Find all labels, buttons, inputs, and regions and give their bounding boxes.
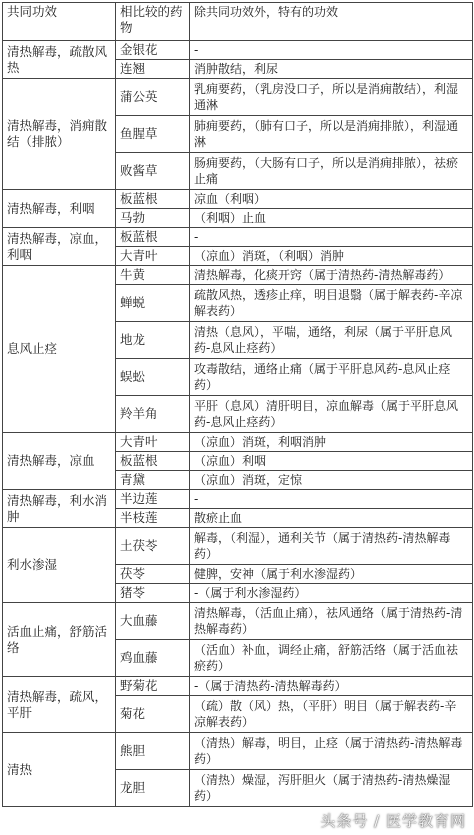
unique-effect-cell: 肠痈要药，（大肠有口子，所以是消痈排脓），祛瘀止痛 bbox=[190, 153, 473, 190]
herb-name-cell: 蜈蚣 bbox=[116, 359, 190, 396]
herb-name-cell: 马勃 bbox=[116, 209, 190, 228]
table-row bbox=[3, 733, 473, 770]
herb-name-cell: 败酱草 bbox=[116, 153, 190, 190]
common-effect-cell: 利水渗湿 bbox=[3, 528, 116, 603]
herb-name-cell: 半边莲 bbox=[116, 490, 190, 509]
table-row bbox=[3, 677, 473, 696]
unique-effect-cell: 凉血（利咽） bbox=[190, 190, 473, 209]
herb-name-cell: 大血藤 bbox=[116, 603, 190, 640]
unique-effect-cell: - bbox=[190, 41, 473, 60]
unique-effect-cell: （凉血）消斑，利咽消肿 bbox=[190, 433, 473, 452]
herb-comparison-table bbox=[2, 2, 473, 807]
common-effect-cell: 清热解毒，利水消肿 bbox=[3, 490, 116, 528]
herb-name-cell: 牛黄 bbox=[116, 266, 190, 285]
header-row bbox=[3, 3, 473, 41]
herb-name-cell: 土茯苓 bbox=[116, 528, 190, 565]
herb-name-cell: 猪苓 bbox=[116, 584, 190, 603]
unique-effect-cell: 清热解毒，化痰开窍（属于清热药-清热解毒药） bbox=[190, 266, 473, 285]
unique-effect-cell: 攻毒散结，通络止痛（属于平肝息风药-息风止痉药） bbox=[190, 359, 473, 396]
table-row bbox=[3, 79, 473, 116]
header-compared-herb: 相比较的药物 bbox=[116, 3, 190, 41]
unique-effect-cell: - bbox=[190, 490, 473, 509]
unique-effect-cell: （疏）散（风）热，（平肝）明目（属于解表药-辛凉解表药） bbox=[190, 696, 473, 733]
herb-name-cell: 半枝莲 bbox=[116, 509, 190, 528]
unique-effect-cell: （利咽）止血 bbox=[190, 209, 473, 228]
herb-name-cell: 大青叶 bbox=[116, 433, 190, 452]
unique-effect-cell: （凉血）消斑，（利咽）消肿 bbox=[190, 247, 473, 266]
herb-name-cell: 金银花 bbox=[116, 41, 190, 60]
table-row bbox=[3, 528, 473, 565]
herb-name-cell: 熊胆 bbox=[116, 733, 190, 770]
unique-effect-cell: （凉血）利咽 bbox=[190, 452, 473, 471]
herb-name-cell: 蝉蜕 bbox=[116, 285, 190, 322]
unique-effect-cell: 解毒，（利湿），通利关节（属于清热药-清热解毒药） bbox=[190, 528, 473, 565]
header-unique-effect: 除共同功效外，特有的功效 bbox=[190, 3, 473, 41]
common-effect-cell: 活血止痛，舒筋活络 bbox=[3, 603, 116, 677]
unique-effect-cell: - bbox=[190, 228, 473, 247]
unique-effect-cell: 清热（息风），平喘，通络，利尿（属于平肝息风药-息风止痉药） bbox=[190, 322, 473, 359]
table-row bbox=[3, 190, 473, 209]
common-effect-cell: 清热解毒，凉血，利咽 bbox=[3, 228, 116, 266]
table-row bbox=[3, 266, 473, 285]
common-effect-cell: 清热解毒，利咽 bbox=[3, 190, 116, 228]
unique-effect-cell: 健脾，安神（属于利水渗湿药） bbox=[190, 565, 473, 584]
unique-effect-cell: （清热）燥湿，泻肝胆火（属于清热药-清热燥湿药） bbox=[190, 770, 473, 807]
herb-name-cell: 板蓝根 bbox=[116, 452, 190, 471]
common-effect-cell: 息风止痉 bbox=[3, 266, 116, 433]
unique-effect-cell: 平肝（息风）清肝明目，凉血解毒（属于平肝息风药-息风止痉药） bbox=[190, 396, 473, 433]
unique-effect-cell: -（属于清热药-清热解毒药） bbox=[190, 677, 473, 696]
herb-name-cell: 青黛 bbox=[116, 471, 190, 490]
herb-name-cell: 地龙 bbox=[116, 322, 190, 359]
herb-name-cell: 板蓝根 bbox=[116, 190, 190, 209]
unique-effect-cell: （凉血）消斑，定惊 bbox=[190, 471, 473, 490]
header-common-effect: 共同功效 bbox=[3, 3, 116, 41]
common-effect-cell: 清热解毒，消痈散结（排脓） bbox=[3, 79, 116, 190]
unique-effect-cell: （活血）补血，调经止痛，舒筋活络（属于活血祛瘀药） bbox=[190, 640, 473, 677]
table-row bbox=[3, 228, 473, 247]
common-effect-cell: 清热 bbox=[3, 733, 116, 807]
table-row bbox=[3, 41, 473, 60]
herb-name-cell: 蒲公英 bbox=[116, 79, 190, 116]
herb-name-cell: 野菊花 bbox=[116, 677, 190, 696]
unique-effect-cell: 肺痈要药，（肺有口子，所以是消痈排脓），利湿通淋 bbox=[190, 116, 473, 153]
unique-effect-cell: -（属于利水渗湿药） bbox=[190, 584, 473, 603]
unique-effect-cell: （清热）解毒，明目，止痉（属于清热药-清热解毒药） bbox=[190, 733, 473, 770]
unique-effect-cell: 疏散风热，透疹止痒，明目退翳（属于解表药-辛凉解表药） bbox=[190, 285, 473, 322]
table-body bbox=[3, 3, 473, 807]
herb-name-cell: 板蓝根 bbox=[116, 228, 190, 247]
herb-name-cell: 鸡血藤 bbox=[116, 640, 190, 677]
table-row bbox=[3, 433, 473, 452]
unique-effect-cell: 散瘀止血 bbox=[190, 509, 473, 528]
herb-name-cell: 羚羊角 bbox=[116, 396, 190, 433]
herb-name-cell: 大青叶 bbox=[116, 247, 190, 266]
table-row bbox=[3, 603, 473, 640]
herb-name-cell: 连翘 bbox=[116, 60, 190, 79]
herb-name-cell: 龙胆 bbox=[116, 770, 190, 807]
common-effect-cell: 清热解毒，疏散风热 bbox=[3, 41, 116, 79]
common-effect-cell: 清热解毒，疏风，平肝 bbox=[3, 677, 116, 733]
herb-name-cell: 菊花 bbox=[116, 696, 190, 733]
herb-name-cell: 鱼腥草 bbox=[116, 116, 190, 153]
unique-effect-cell: 消肿散结，利尿 bbox=[190, 60, 473, 79]
common-effect-cell: 清热解毒，凉血 bbox=[3, 433, 116, 490]
table-row bbox=[3, 490, 473, 509]
watermark: 头条号 / 医学教育网 bbox=[320, 812, 466, 830]
unique-effect-cell: 乳痈要药，（乳房没口子，所以是消痈散结），利湿通淋 bbox=[190, 79, 473, 116]
herb-name-cell: 茯苓 bbox=[116, 565, 190, 584]
unique-effect-cell: 清热解毒，（活血止痛），祛风通络（属于清热药-清热解毒药） bbox=[190, 603, 473, 640]
